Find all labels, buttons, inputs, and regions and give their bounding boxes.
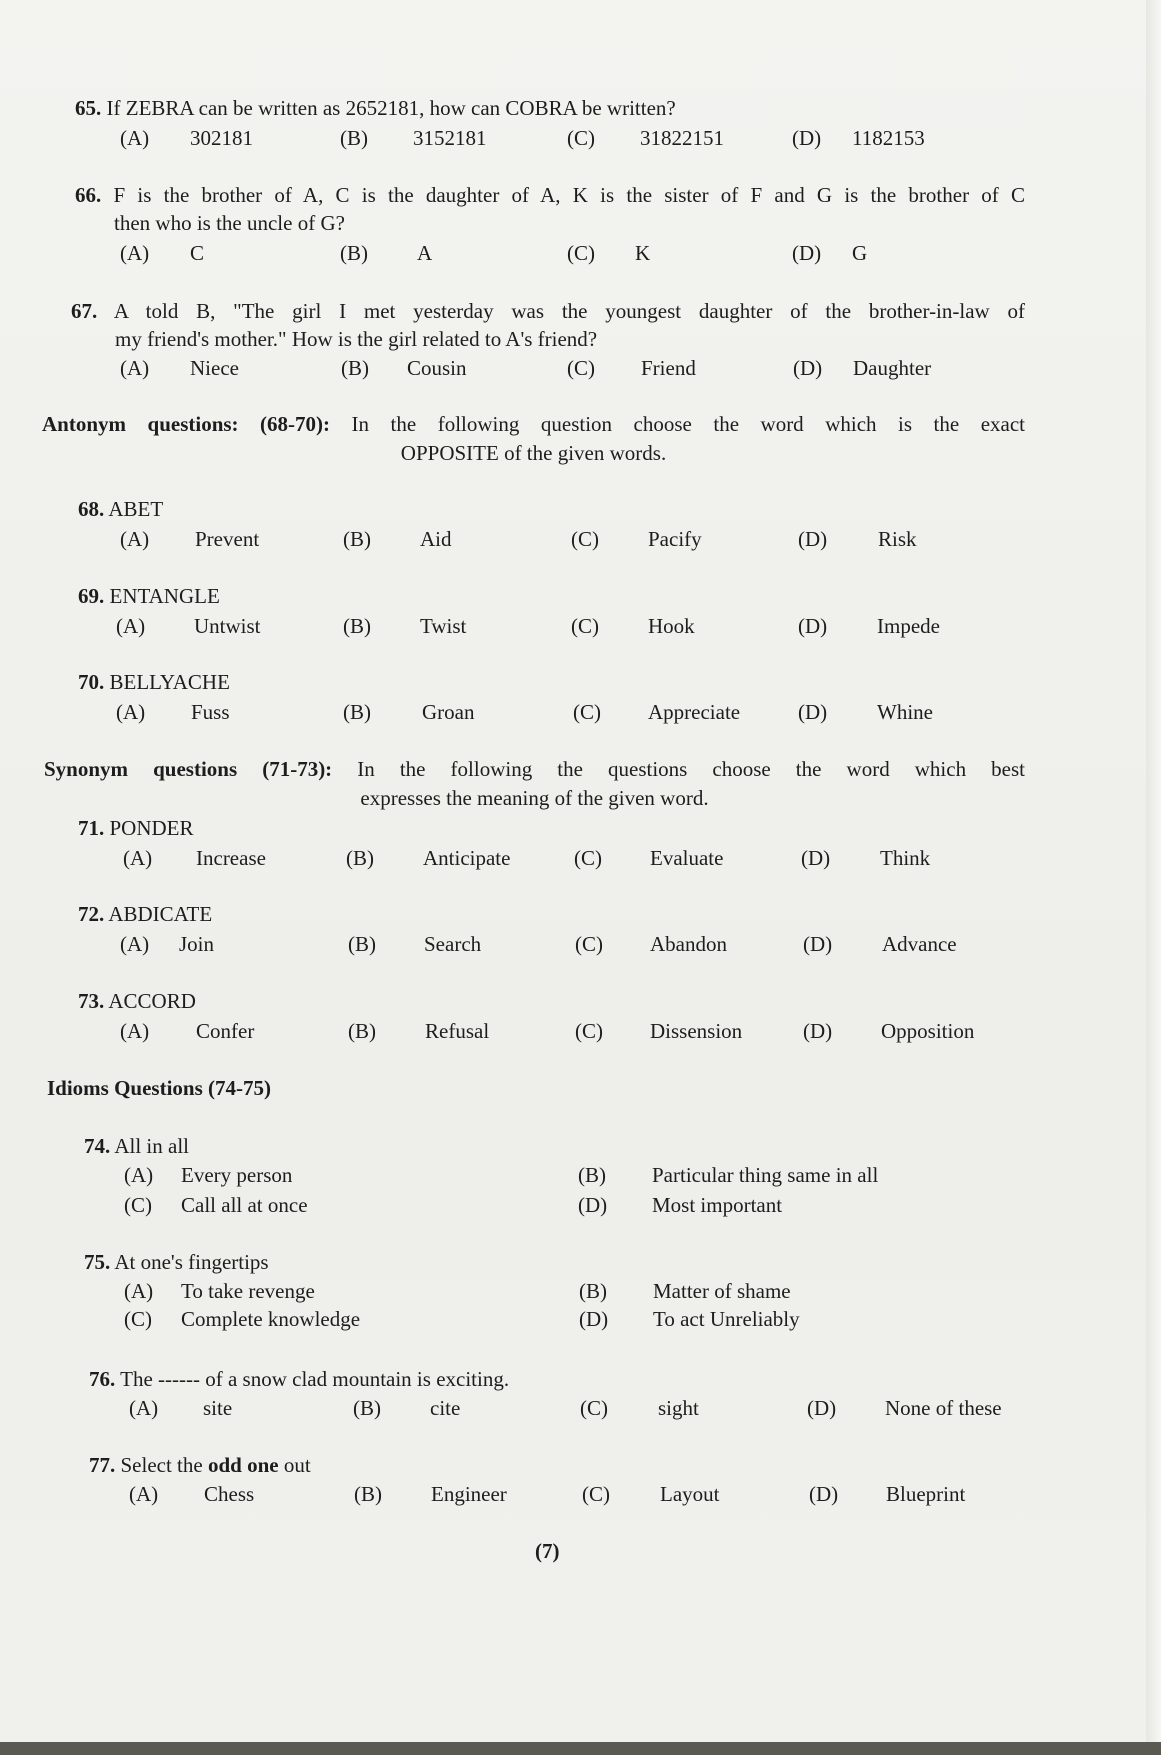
question-76 bbox=[89, 1365, 1029, 1425]
option-row: (A) Confer (B) Refusal (C) Dissension (D) Opposition bbox=[120, 1019, 975, 1043]
question-stem bbox=[78, 900, 1028, 928]
option-row: (A) Niece (B) Cousin (C) Friend (D) Daughter bbox=[120, 356, 932, 380]
question-text: BELLYACHE bbox=[109, 670, 230, 694]
question-number: 71. bbox=[78, 816, 105, 840]
question-66 bbox=[75, 181, 1025, 271]
synonym-heading-line2: expresses the meaning of the given word. bbox=[360, 786, 709, 810]
question-stem-line1 bbox=[71, 297, 1025, 325]
question-text: ACCORD bbox=[108, 989, 196, 1013]
question-number: 74. bbox=[84, 1134, 111, 1158]
question-number: 69. bbox=[78, 584, 105, 608]
question-text: Select the bbox=[120, 1453, 208, 1477]
antonym-heading-line1: Antonym questions: (68-70): In the following question choose the word which is the exact bbox=[42, 412, 1025, 436]
question-number: 68. bbox=[78, 497, 105, 521]
antonym-section-heading bbox=[42, 410, 1025, 468]
question-65 bbox=[75, 94, 1035, 156]
option-row: (A) site (B) cite (C) sight (D) None of these bbox=[129, 1396, 1002, 1420]
question-text: PONDER bbox=[109, 816, 194, 840]
question-number: 75. bbox=[84, 1250, 111, 1274]
question-stem bbox=[84, 1248, 1024, 1276]
option-row: (A) Prevent (B) Aid (C) Pacify (D) Risk bbox=[120, 527, 917, 551]
question-stem bbox=[84, 1132, 1024, 1160]
option-row: (A) Fuss (B) Groan (C) Appreciate (D) Whine bbox=[116, 700, 933, 724]
question-75 bbox=[84, 1248, 1024, 1338]
page-edge-shadow bbox=[1146, 0, 1161, 1755]
option-row: (A) Untwist (B) Twist (C) Hook (D) Impede bbox=[116, 614, 940, 638]
question-stem-line2: my friend's mother." How is the girl related to A's friend? bbox=[115, 327, 598, 351]
synonym-section-heading bbox=[44, 755, 1025, 813]
question-77 bbox=[89, 1451, 1029, 1511]
question-70 bbox=[78, 668, 1028, 728]
question-stem bbox=[89, 1451, 1029, 1479]
question-stem bbox=[78, 495, 1028, 523]
question-number: 73. bbox=[78, 989, 105, 1013]
option-row-2: (C) Complete knowledge (D) To act Unreliably bbox=[124, 1307, 800, 1331]
question-74 bbox=[84, 1132, 1024, 1222]
question-text: All in all bbox=[114, 1134, 190, 1158]
question-text: ABET bbox=[108, 497, 164, 521]
synonym-heading-bold: Synonym questions (71-73): bbox=[44, 757, 333, 781]
question-number: 67. bbox=[71, 299, 98, 323]
option-row-2: (C) Call all at once (D) Most important bbox=[124, 1193, 783, 1217]
option-row: (A) Join (B) Search (C) Abandon (D) Advance bbox=[120, 932, 957, 956]
question-73 bbox=[78, 987, 1028, 1047]
question-stem bbox=[78, 668, 1028, 696]
question-72 bbox=[78, 900, 1028, 960]
question-stem bbox=[78, 987, 1028, 1015]
question-text: F is the brother of A, C is the daughter of A, K is the sister of F and G is the brother of C bbox=[113, 183, 1026, 207]
page-number: (7) bbox=[535, 1539, 560, 1563]
option-row: (A) Increase (B) Anticipate (C) Evaluate (D) Think bbox=[123, 846, 931, 870]
question-69 bbox=[78, 582, 1028, 642]
option-row-1: (A) To take revenge (B) Matter of shame bbox=[124, 1279, 791, 1303]
question-text-bold: odd one bbox=[207, 1453, 279, 1477]
question-number: 65. bbox=[75, 96, 102, 120]
question-text: ABDICATE bbox=[108, 902, 213, 926]
antonym-heading-line2: OPPOSITE of the given words. bbox=[400, 441, 667, 465]
question-67 bbox=[71, 297, 1025, 387]
question-text: The ------ of a snow clad mountain is exciting. bbox=[120, 1367, 510, 1391]
question-71 bbox=[78, 814, 1028, 874]
question-stem bbox=[78, 814, 1028, 842]
option-row: (A) 302181 (B) 3152181 (C) 31822151 (D) 1182153 bbox=[120, 126, 925, 150]
question-stem-line2: then who is the uncle of G? bbox=[114, 211, 345, 235]
option-row: (A) Chess (B) Engineer (C) Layout (D) Blueprint bbox=[129, 1482, 966, 1506]
question-text-end: out bbox=[278, 1453, 311, 1477]
question-stem bbox=[89, 1365, 1029, 1393]
question-stem bbox=[78, 582, 1028, 610]
question-text: If ZEBRA can be written as 2652181, how can COBRA be written? bbox=[106, 96, 676, 120]
question-text: A told B, "The girl I met yesterday was the youngest daughter of the brother-in-law of bbox=[113, 299, 1025, 323]
option-row-1: (A) Every person (B) Particular thing same in all bbox=[124, 1163, 879, 1187]
synonym-heading-line1: Synonym questions (71-73): In the following the questions choose the word which best bbox=[44, 757, 1025, 781]
option-row: (A) C (B) A (C) K (D) G bbox=[120, 241, 868, 265]
antonym-heading-bold: Antonym questions: (68-70): bbox=[42, 412, 331, 436]
question-stem-line1 bbox=[75, 181, 1025, 209]
question-68 bbox=[78, 495, 1028, 555]
idioms-heading-bold: Idioms Questions (74-75) bbox=[47, 1076, 272, 1100]
question-number: 66. bbox=[75, 183, 102, 207]
idioms-section-heading bbox=[47, 1074, 271, 1103]
scan-bottom-edge bbox=[0, 1742, 1161, 1755]
question-number: 76. bbox=[89, 1367, 116, 1391]
question-text: At one's fingertips bbox=[114, 1250, 269, 1274]
question-number: 77. bbox=[89, 1453, 116, 1477]
question-number: 70. bbox=[78, 670, 105, 694]
question-stem bbox=[75, 94, 1035, 122]
question-number: 72. bbox=[78, 902, 105, 926]
question-text: ENTANGLE bbox=[109, 584, 220, 608]
